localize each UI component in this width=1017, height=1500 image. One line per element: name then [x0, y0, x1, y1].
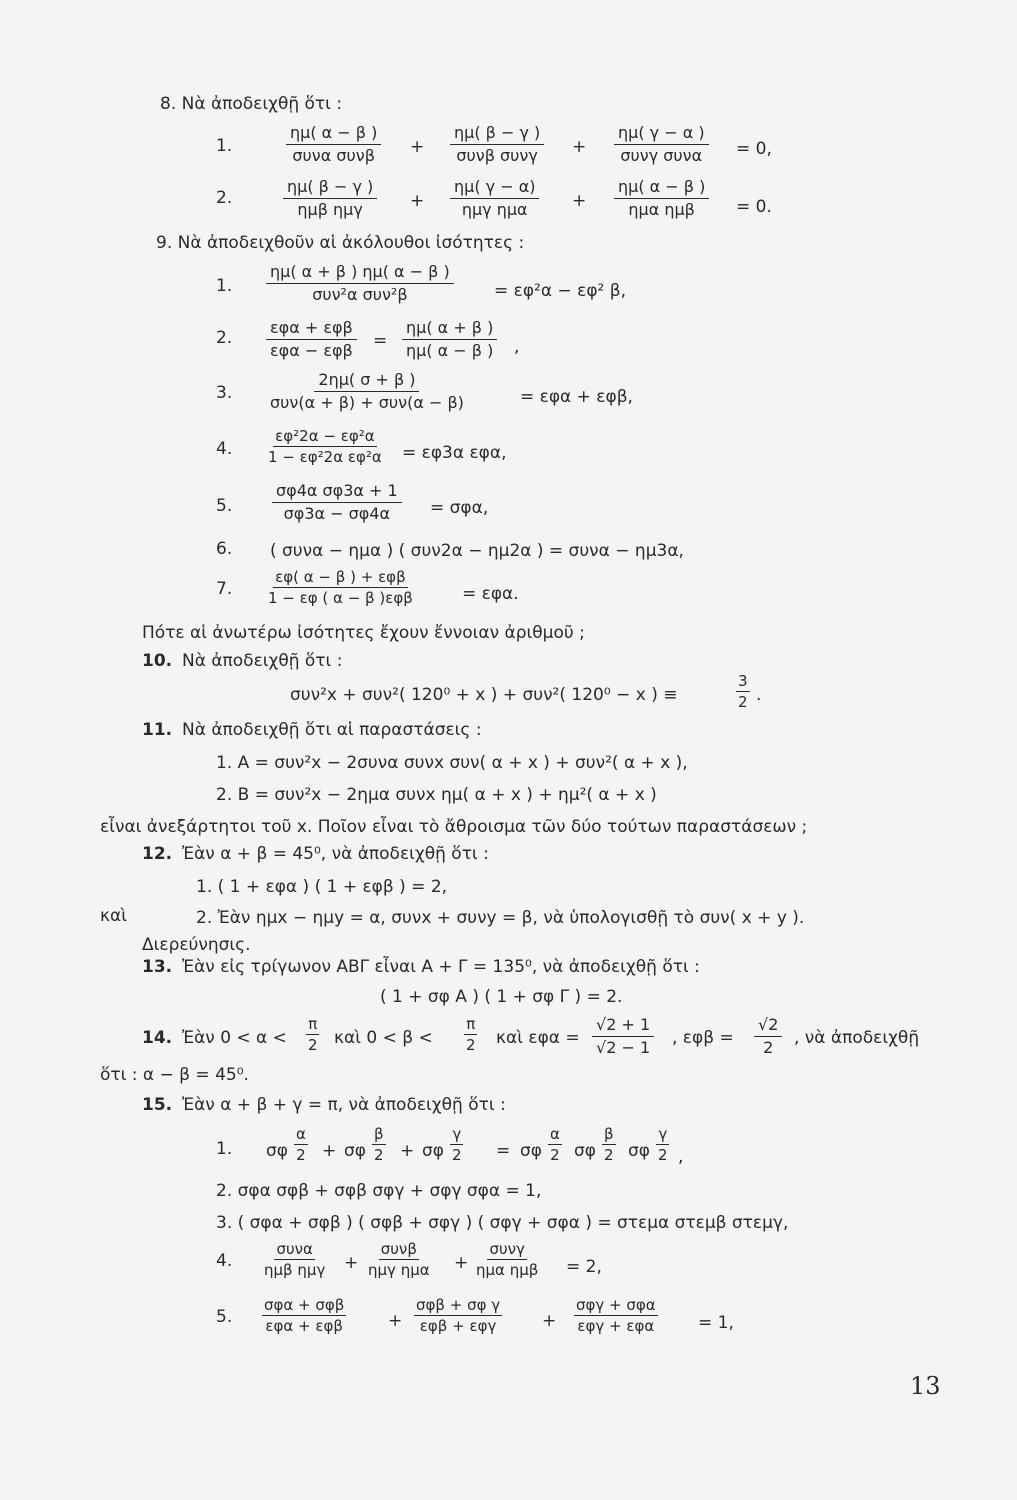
cot-label: σφ [574, 1141, 596, 1161]
page-number: 13 [910, 1372, 941, 1400]
exercise-13-number: 13. [142, 957, 173, 977]
numerator: συνβ [380, 1240, 417, 1258]
plus-sign: + [572, 191, 587, 211]
exercise-11-heading: Νὰ ἀποδειχθῇ ὅτι αἱ παραστάσεις : [182, 720, 482, 740]
numerator: γ [658, 1125, 668, 1143]
denominator: ημβ ημγ [264, 1261, 326, 1279]
eq-9-4-fraction [266, 427, 384, 466]
denominator: συνγ συνα [620, 146, 703, 165]
cot-label: σφ [520, 1141, 542, 1161]
half-gamma-fraction [450, 1125, 464, 1164]
eq-8-1-fraction-3 [614, 123, 709, 166]
exercise-11-number: 11. [142, 720, 173, 740]
eq-8-2-fraction-2 [450, 177, 539, 220]
denominator: 2 [466, 1036, 476, 1054]
tan-beta-fraction [754, 1015, 782, 1058]
exercise-8-heading: 8. Νὰ ἀποδειχθῇ ὅτι : [160, 94, 343, 114]
plus-sign: + [322, 1141, 337, 1161]
denominator: ημβ ημγ [297, 200, 363, 219]
numerator: ημ( γ − α) [450, 177, 539, 199]
plus-sign: + [400, 1141, 415, 1161]
plus-sign: + [410, 137, 425, 157]
numerator: ημ( α + β ) ημ( α − β ) [266, 262, 454, 284]
numerator: σφ4α σφ3α + 1 [272, 481, 402, 503]
eq-11-1: 1. A = συν²x − 2συνα συνx συν( α + x ) + συν²( α + x ), [216, 753, 688, 773]
denominator: εφβ + εφγ [419, 1317, 497, 1335]
cot-label: σφ [628, 1141, 650, 1161]
denominator: 1 − εφ²2α εφ²α [268, 448, 382, 466]
denominator: 1 − εφ ( α − β )εφβ [268, 589, 413, 607]
pi-over-2-fraction [464, 1015, 478, 1054]
eq-10-lhs: συν²x + συν²( 120⁰ + x ) + συν²( 120⁰ − x ) ≡ [290, 685, 678, 705]
denominator: 2 [658, 1146, 668, 1164]
exercise-14-text-e: , νὰ ἀποδειχθῇ [794, 1028, 920, 1048]
eq-15-2: 2. σφα σφβ + σφβ σφγ + σφγ σφα = 1, [216, 1181, 542, 1201]
exercise-12-heading: Ἐὰν α + β = 45⁰, νὰ ἀποδειχθῇ ὅτι : [182, 844, 489, 864]
numerator: π [466, 1015, 476, 1033]
period: . [756, 685, 762, 705]
exercise-14-text-c: καὶ εφα = [496, 1028, 580, 1048]
eq-9-7-fraction [266, 568, 415, 607]
plus-sign: + [572, 137, 587, 157]
numerator: ημ( α − β ) [286, 123, 381, 145]
eq-9-1-fraction [266, 262, 454, 305]
exercise-14-number: 14. [142, 1028, 173, 1048]
eq-9-1-rhs: = εφ²α − εφ² β, [494, 281, 626, 301]
denominator: 2 [604, 1146, 614, 1164]
exercise-13-heading: Ἐὰν εἰς τρίγωνον ΑΒΓ εἶναι Α + Γ = 135⁰, νὰ ἀποδειχθῇ ὅτι : [182, 957, 700, 977]
plus-sign: + [388, 1311, 403, 1331]
denominator: εφα + εφβ [265, 1317, 343, 1335]
eq-9-6-number: 6. [216, 539, 233, 559]
eq-11-2: 2. B = συν²x − 2ημα συνx ημ( α + x ) + ημ²( α + x ) [216, 785, 657, 805]
eq-8-2-fraction-3 [614, 177, 709, 220]
eq-15-4-fraction-1 [262, 1240, 327, 1279]
pi-over-2-fraction [306, 1015, 320, 1054]
eq-9-5-fraction [272, 481, 402, 524]
numerator: ημ( α − β ) [614, 177, 709, 199]
cot-label: σφ [266, 1141, 288, 1161]
half-beta-fraction [372, 1125, 386, 1164]
half-gamma-fraction [656, 1125, 670, 1164]
numerator: ημ( α + β ) [402, 318, 497, 340]
comma: , [514, 337, 520, 357]
eq-15-5-number: 5. [216, 1307, 233, 1327]
plus-sign: + [344, 1253, 359, 1273]
plus-sign: + [454, 1253, 469, 1273]
equals-sign: = [496, 1141, 511, 1161]
cot-label: σφ [422, 1141, 444, 1161]
numerator: β [604, 1125, 614, 1143]
exercise-10-heading: Νὰ ἀποδειχθῇ ὅτι : [182, 651, 343, 671]
exercise-15-number: 15. [142, 1095, 173, 1115]
eq-9-1-number: 1. [216, 276, 233, 296]
denominator: συνβ συνγ [456, 146, 538, 165]
eq-9-2-number: 2. [216, 328, 233, 348]
denominator: συνα συνβ [292, 146, 375, 165]
exercise-14-text-a: Ἐὰν 0 < α < [182, 1028, 287, 1048]
eq-15-3: 3. ( σφα + σφβ ) ( σφβ + σφγ ) ( σφγ + σφα ) = στεμα στεμβ στεμγ, [216, 1213, 789, 1233]
eq-8-2-rhs: = 0. [736, 197, 772, 217]
eq-9-2-fraction-1 [266, 318, 357, 361]
tan-alpha-fraction [592, 1015, 654, 1058]
question-text: Πότε αἱ ἀνωτέρω ἰσότητες ἔχουν ἔννοιαν ἀριθμοῦ ; [142, 623, 585, 643]
equals-sign: = [373, 331, 388, 351]
eq-15-5-fraction-3 [574, 1296, 658, 1335]
numerator: 3 [738, 672, 748, 690]
denominator: √2 − 1 [596, 1038, 651, 1057]
denominator: συν²α συν²β [312, 285, 408, 304]
eq-9-3-rhs: = εφα + εφβ, [520, 387, 633, 407]
numerator: √2 [754, 1015, 782, 1037]
denominator: ημγ ημα [368, 1261, 430, 1279]
eq-15-5-fraction-2 [414, 1296, 502, 1335]
plus-sign: + [542, 1311, 557, 1331]
numerator: εφ( α − β ) + εφβ [275, 568, 406, 586]
denominator: 2 [308, 1036, 318, 1054]
plus-sign: + [410, 191, 425, 211]
eq-9-4-rhs: = εφ3α εφα, [402, 443, 507, 463]
denominator: 2 [296, 1146, 306, 1164]
numerator: β [374, 1125, 384, 1143]
eq-8-1-fraction-1 [286, 123, 381, 166]
eq-15-5-fraction-1 [262, 1296, 346, 1335]
eq-9-3-number: 3. [216, 383, 233, 403]
numerator: γ [452, 1125, 462, 1143]
denominator: ημα ημβ [476, 1261, 539, 1279]
numerator: α [296, 1125, 306, 1143]
eq-8-2-number: 2. [216, 188, 233, 208]
numerator: 2ημ( σ + β ) [314, 370, 419, 392]
denominator: ημ( α − β ) [406, 341, 494, 360]
exercise-12-number: 12. [142, 844, 173, 864]
eq-9-6-expression: ( συνα − ημα ) ( συν2α − ημ2α ) = συνα − ημ3α, [270, 541, 684, 561]
eq-15-4-fraction-2 [366, 1240, 432, 1279]
half-alpha-fraction [548, 1125, 562, 1164]
numerator: συνγ [489, 1240, 525, 1258]
exercise-14-text-d: , εφβ = [672, 1028, 734, 1048]
numerator: εφ²2α − εφ²α [275, 427, 375, 445]
exercise-9-heading: 9. Νὰ ἀποδειχθοῦν αἱ ἀκόλουθοι ἰσότητες : [156, 233, 525, 253]
eq-9-7-rhs: = εφα. [462, 584, 519, 604]
eq-15-4-number: 4. [216, 1251, 233, 1271]
numerator: α [550, 1125, 560, 1143]
denominator: 2 [550, 1146, 560, 1164]
eq-10-fraction [736, 672, 750, 711]
numerator: ημ( γ − α ) [614, 123, 709, 145]
denominator: 2 [452, 1146, 462, 1164]
eq-12-2: 2. Ἐὰν ημx − ημy = α, συνx + συνy = β, νὰ ὑπολογισθῇ τὸ συν( x + y ). [196, 908, 805, 928]
conjunction-text: καὶ [100, 906, 127, 926]
numerator: σφγ + σφα [576, 1296, 656, 1314]
eq-15-4-fraction-3 [474, 1240, 540, 1279]
numerator: συνα [276, 1240, 313, 1258]
numerator: ημ( β − γ ) [283, 177, 377, 199]
exercise-15-heading: Ἐὰν α + β + γ = π, νὰ ἀποδειχθῇ ὅτι : [182, 1095, 506, 1115]
denominator: 2 [763, 1038, 774, 1057]
numerator: ημ( β − γ ) [450, 123, 544, 145]
eq-8-2-fraction-1 [283, 177, 377, 220]
comma: , [678, 1147, 684, 1167]
half-alpha-fraction [294, 1125, 308, 1164]
denominator: συν(α + β) + συν(α − β) [270, 393, 464, 412]
denominator: εφγ + εφα [577, 1317, 655, 1335]
eq-15-4-rhs: = 2, [566, 1257, 602, 1277]
eq-15-1-number: 1. [216, 1139, 233, 1159]
denominator: 2 [374, 1146, 384, 1164]
numerator: √2 + 1 [592, 1015, 654, 1037]
denominator: ημγ ημα [461, 200, 528, 219]
exercise-14-text-b: καὶ 0 < β < [334, 1028, 433, 1048]
numerator: εφα + εφβ [266, 318, 357, 340]
denominator: σφ3α − σφ4α [283, 504, 391, 523]
exercise-10-number: 10. [142, 651, 173, 671]
eq-12-1: 1. ( 1 + εφα ) ( 1 + εφβ ) = 2, [196, 877, 448, 897]
numerator: σφβ + σφ γ [416, 1296, 501, 1314]
eq-8-1-rhs: = 0, [736, 139, 772, 159]
denominator: ημα ημβ [628, 200, 695, 219]
denominator: εφα − εφβ [270, 341, 353, 360]
eq-8-1-number: 1. [216, 136, 233, 156]
discussion-label: Διερεύνησις. [142, 935, 251, 955]
eq-9-2-fraction-2 [402, 318, 497, 361]
eq-9-3-fraction [266, 370, 468, 413]
eq-15-5-rhs: = 1, [698, 1313, 734, 1333]
half-beta-fraction [602, 1125, 616, 1164]
eq-9-5-number: 5. [216, 496, 233, 516]
eq-9-5-rhs: = σφα, [430, 498, 489, 518]
exercise-14-line-2: ὅτι : α − β = 45⁰. [100, 1065, 249, 1085]
exercise-11-tail: εἶναι ἀνεξάρτητοι τοῦ x. Ποῖον εἶναι τὸ ἄθροισμα τῶν δύο τούτων παραστάσεων ; [100, 817, 808, 837]
cot-label: σφ [344, 1141, 366, 1161]
eq-9-4-number: 4. [216, 439, 233, 459]
eq-8-1-fraction-2 [450, 123, 544, 166]
numerator: π [308, 1015, 318, 1033]
eq-9-7-number: 7. [216, 579, 233, 599]
numerator: σφα + σφβ [264, 1296, 345, 1314]
eq-13-1: ( 1 + σφ Α ) ( 1 + σφ Γ ) = 2. [380, 987, 623, 1007]
denominator: 2 [738, 693, 748, 711]
